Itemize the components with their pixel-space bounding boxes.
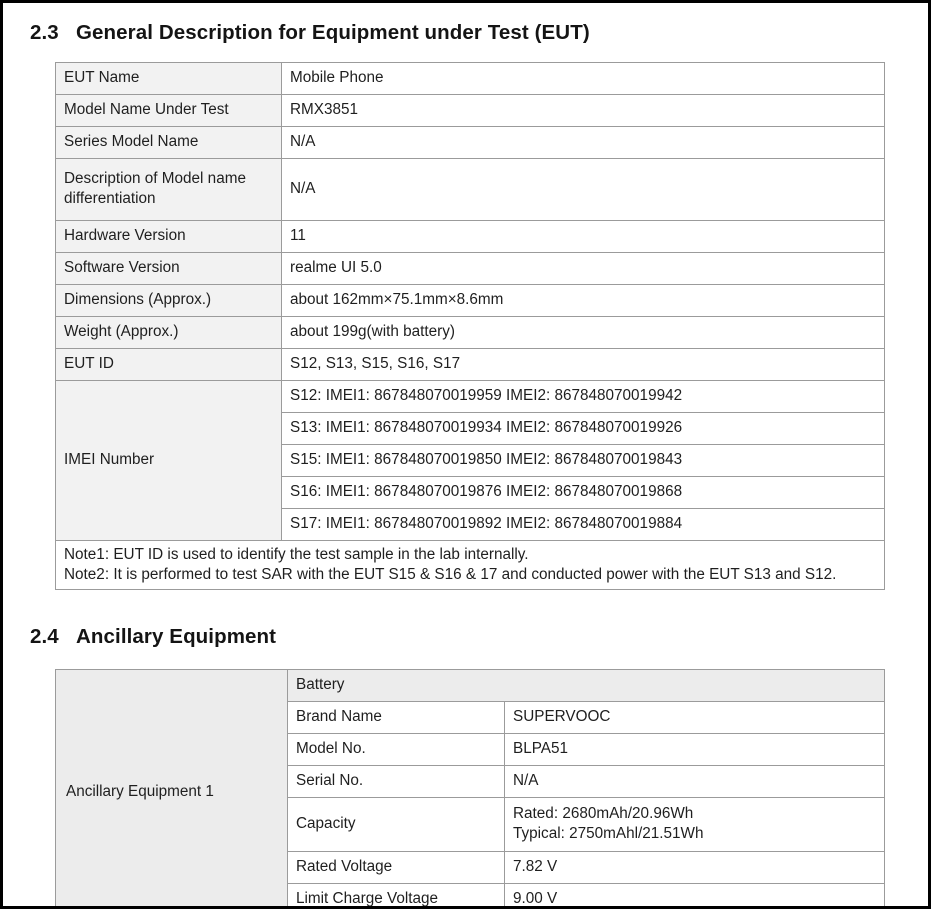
- row-value-eut-name: Mobile Phone: [282, 63, 885, 95]
- capacity-rated: Rated: 2680mAh/20.96Wh: [513, 805, 694, 823]
- section-heading-eut: [30, 21, 590, 45]
- row-label-dimensions: Dimensions (Approx.): [56, 285, 282, 317]
- row-value-model-name: RMX3851: [282, 95, 885, 127]
- row-label-capacity: Capacity: [288, 798, 505, 852]
- row-value-brand-name: SUPERVOOC: [505, 702, 885, 734]
- row-label-imei-number: IMEI Number: [56, 381, 282, 541]
- row-value-dimensions: about 162mm×75.1mm×8.6mm: [282, 285, 885, 317]
- note-line-1: Note1: EUT ID is used to identify the test sample in the lab internally.: [64, 546, 529, 563]
- row-value-eut-id: S12, S13, S15, S16, S17: [282, 349, 885, 381]
- row-value-software-version: realme UI 5.0: [282, 253, 885, 285]
- row-label-software-version: Software Version: [56, 253, 282, 285]
- row-value-hardware-version: 11: [282, 221, 885, 253]
- row-label-hardware-version: Hardware Version: [56, 221, 282, 253]
- ancillary-group-label: Ancillary Equipment 1: [56, 670, 288, 909]
- ancillary-category-battery: Battery: [288, 670, 885, 702]
- table-row: [56, 253, 885, 285]
- row-label-eut-name: EUT Name: [56, 63, 282, 95]
- table-row: [56, 159, 885, 221]
- row-value-serial-no: N/A: [505, 766, 885, 798]
- row-value-limit-charge-voltage: 9.00 V: [505, 884, 885, 909]
- row-label-model-no: Model No.: [288, 734, 505, 766]
- section-number-ancillary: 2.4: [30, 625, 59, 648]
- row-label-model-differentiation: Description of Model name differentiation: [56, 159, 282, 221]
- eut-description-table: [55, 62, 885, 590]
- row-value-model-no: BLPA51: [505, 734, 885, 766]
- table-row: [56, 63, 885, 95]
- table-row-notes: [56, 541, 885, 590]
- imei-entry-s17: S17: IMEI1: 867848070019892 IMEI2: 867848070019884: [282, 509, 885, 541]
- row-label-rated-voltage: Rated Voltage: [288, 852, 505, 884]
- row-value-capacity: [505, 798, 885, 852]
- row-value-rated-voltage: 7.82 V: [505, 852, 885, 884]
- imei-entry-s13: S13: IMEI1: 867848070019934 IMEI2: 867848070019926: [282, 413, 885, 445]
- row-value-series-model: N/A: [282, 127, 885, 159]
- imei-entry-s16: S16: IMEI1: 867848070019876 IMEI2: 867848070019868: [282, 477, 885, 509]
- row-label-model-name: Model Name Under Test: [56, 95, 282, 127]
- table-row: [56, 381, 885, 413]
- row-value-model-differentiation: N/A: [282, 159, 885, 221]
- row-label-eut-id: EUT ID: [56, 349, 282, 381]
- row-label-brand-name: Brand Name: [288, 702, 505, 734]
- row-label-serial-no: Serial No.: [288, 766, 505, 798]
- eut-table-notes: [56, 541, 885, 590]
- ancillary-equipment-table: [55, 669, 885, 909]
- section-title-eut: General Description for Equipment under Test (EUT): [76, 21, 590, 44]
- section-number-eut: 2.3: [30, 21, 59, 44]
- row-label-series-model: Series Model Name: [56, 127, 282, 159]
- imei-entry-s15: S15: IMEI1: 867848070019850 IMEI2: 867848070019843: [282, 445, 885, 477]
- capacity-typical: Typical: 2750mAhl/21.51Wh: [513, 825, 704, 842]
- row-value-weight: about 199g(with battery): [282, 317, 885, 349]
- table-row: [56, 285, 885, 317]
- section-title-ancillary: Ancillary Equipment: [76, 625, 277, 648]
- table-row: [56, 127, 885, 159]
- table-row: [56, 670, 885, 702]
- row-label-weight: Weight (Approx.): [56, 317, 282, 349]
- table-row: [56, 317, 885, 349]
- note-line-2: Note2: It is performed to test SAR with the EUT S15 & S16 & 17 and conducted power with the EUT S13 and S12.: [64, 565, 837, 583]
- section-heading-ancillary: [30, 625, 276, 649]
- imei-entry-s12: S12: IMEI1: 867848070019959 IMEI2: 867848070019942: [282, 381, 885, 413]
- table-row: [56, 349, 885, 381]
- table-row: [56, 95, 885, 127]
- table-row: [56, 221, 885, 253]
- row-label-limit-charge-voltage: Limit Charge Voltage: [288, 884, 505, 909]
